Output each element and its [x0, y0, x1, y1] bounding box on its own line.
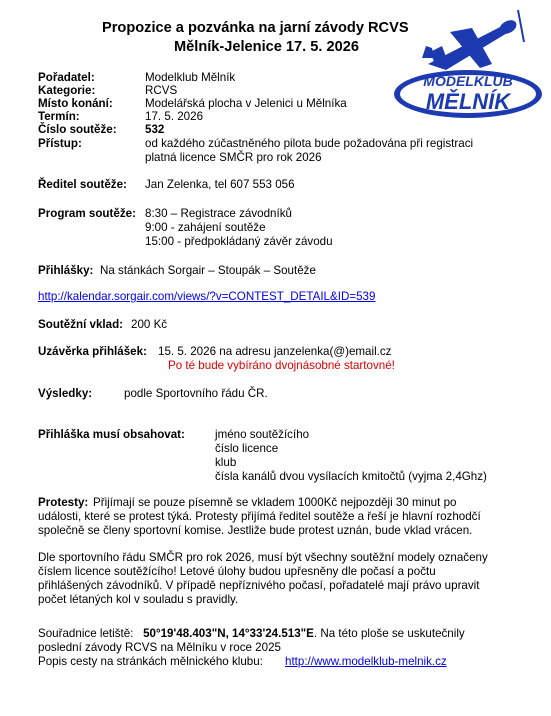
access-label: Přístup:: [38, 137, 82, 150]
applications-label: Přihlášky:: [38, 264, 94, 277]
organizer-value: Modelklub Mělník: [145, 71, 236, 84]
deadline-note: Po té bude vybíráno dvojnásobné startovné!: [168, 359, 395, 372]
venue-label: Místo konání:: [38, 97, 113, 110]
form-item: čísla kanálů dvou vysílacích kmitočtů (vyjma 2,4Ghz): [215, 470, 487, 483]
logo-bottom-text: MĚLNÍK: [425, 89, 511, 114]
contest-number-label: Číslo soutěže:: [38, 123, 117, 136]
fee-value: 200 Kč: [131, 318, 168, 331]
program-item: 15:00 - předpokládaný závěr závodu: [145, 235, 333, 248]
coords-value: 50°19'48.403"N, 14°33'24.513"E: [143, 627, 314, 640]
director-value: Jan Zelenka, tel 607 553 056: [145, 178, 295, 191]
results-label: Výsledky:: [38, 387, 93, 400]
applications-value: Na stánkách Sorgair – Stoupák – Soutěže: [100, 264, 316, 277]
coords-line2: poslední závody RCVS na Mělníku v roce 2025: [38, 641, 281, 654]
contest-number-value: 532: [145, 123, 165, 136]
page-title-line1: Propozice a pozvánka na jarní závody RCVS: [102, 20, 409, 36]
access-line2: platná licence SMČR pro rok 2026: [145, 151, 322, 164]
protests-line3: společně se členy sportovní komise. Jestliže bude protest uznán, bude vklad vrácen.: [38, 524, 473, 537]
date-label: Termín:: [38, 110, 80, 123]
logo-top-text: MODELKLUB: [423, 73, 513, 89]
deadline-label: Uzávěrka přihlášek:: [38, 345, 147, 358]
protests-line1: Přijímají se pouze písemně se vkladem 1000Kč nejpozději 30 minut po: [93, 496, 457, 509]
results-value: podle Sportovního řádu ČR.: [124, 387, 268, 400]
sorgair-link[interactable]: http://kalendar.sorgair.com/views/?v=CONTEST_DETAIL&ID=539: [38, 290, 376, 303]
form-label: Přihláška musí obsahovat:: [38, 428, 185, 441]
route-label: Popis cesty na stránkách mělnického klubu:: [38, 655, 263, 668]
form-item: jméno soutěžícího: [215, 428, 310, 441]
form-item: klub: [215, 456, 237, 469]
rules-line1: Dle sportovního řádu SMČR pro rok 2026, musí být všechny soutěžní modely označeny: [38, 551, 488, 564]
deadline-value: 15. 5. 2026 na adresu janzelenka(@)email.cz: [158, 345, 392, 358]
venue-value: Modelářská plocha v Jelenici u Mělníka: [145, 97, 347, 110]
coords-prefix: Souřadnice letiště:: [38, 627, 134, 640]
coords-line1: [38, 627, 465, 641]
category-value: RCVS: [145, 84, 178, 97]
organizer-label: Pořadatel:: [38, 71, 95, 84]
protests-label: Protesty:: [38, 496, 89, 509]
date-value: 17. 5. 2026: [145, 110, 204, 123]
program-item: 9:00 - zahájení soutěže: [145, 221, 266, 234]
page-title-line2: Mělník-Jelenice 17. 5. 2026: [174, 39, 359, 55]
modelklub-logo: [388, 2, 548, 120]
rules-line3: přihlášených závodníků. V případě nepříznivého počasí, pořadatelé mají právo upravit: [38, 579, 480, 592]
club-website-link[interactable]: http://www.modelklub-melnik.cz: [285, 655, 447, 668]
program-item: 8:30 – Registrace závodníků: [145, 207, 292, 220]
access-line1: od každého zúčastněného pilota bude požadována při registraci: [145, 137, 474, 150]
category-label: Kategorie:: [38, 84, 96, 97]
protests-line2: události, které se protest týká. Protesty přijímá ředitel soutěže a řeší je hlavní rozhodčí: [38, 510, 481, 523]
director-label: Ředitel soutěže:: [38, 178, 127, 191]
coords-suffix: . Na této ploše se uskutečnily: [313, 627, 465, 640]
rules-line2: číslem licence soutěžícího! Letové úlohy budou upřesněny dle počasí a počtu: [38, 565, 436, 578]
airplane-icon: [422, 10, 524, 70]
fee-label: Soutěžní vklad:: [38, 318, 124, 331]
rules-line4: počet létaných kol v souladu s pravidly.: [38, 593, 239, 606]
form-item: číslo licence: [215, 442, 279, 455]
program-label: Program soutěže:: [38, 207, 136, 220]
